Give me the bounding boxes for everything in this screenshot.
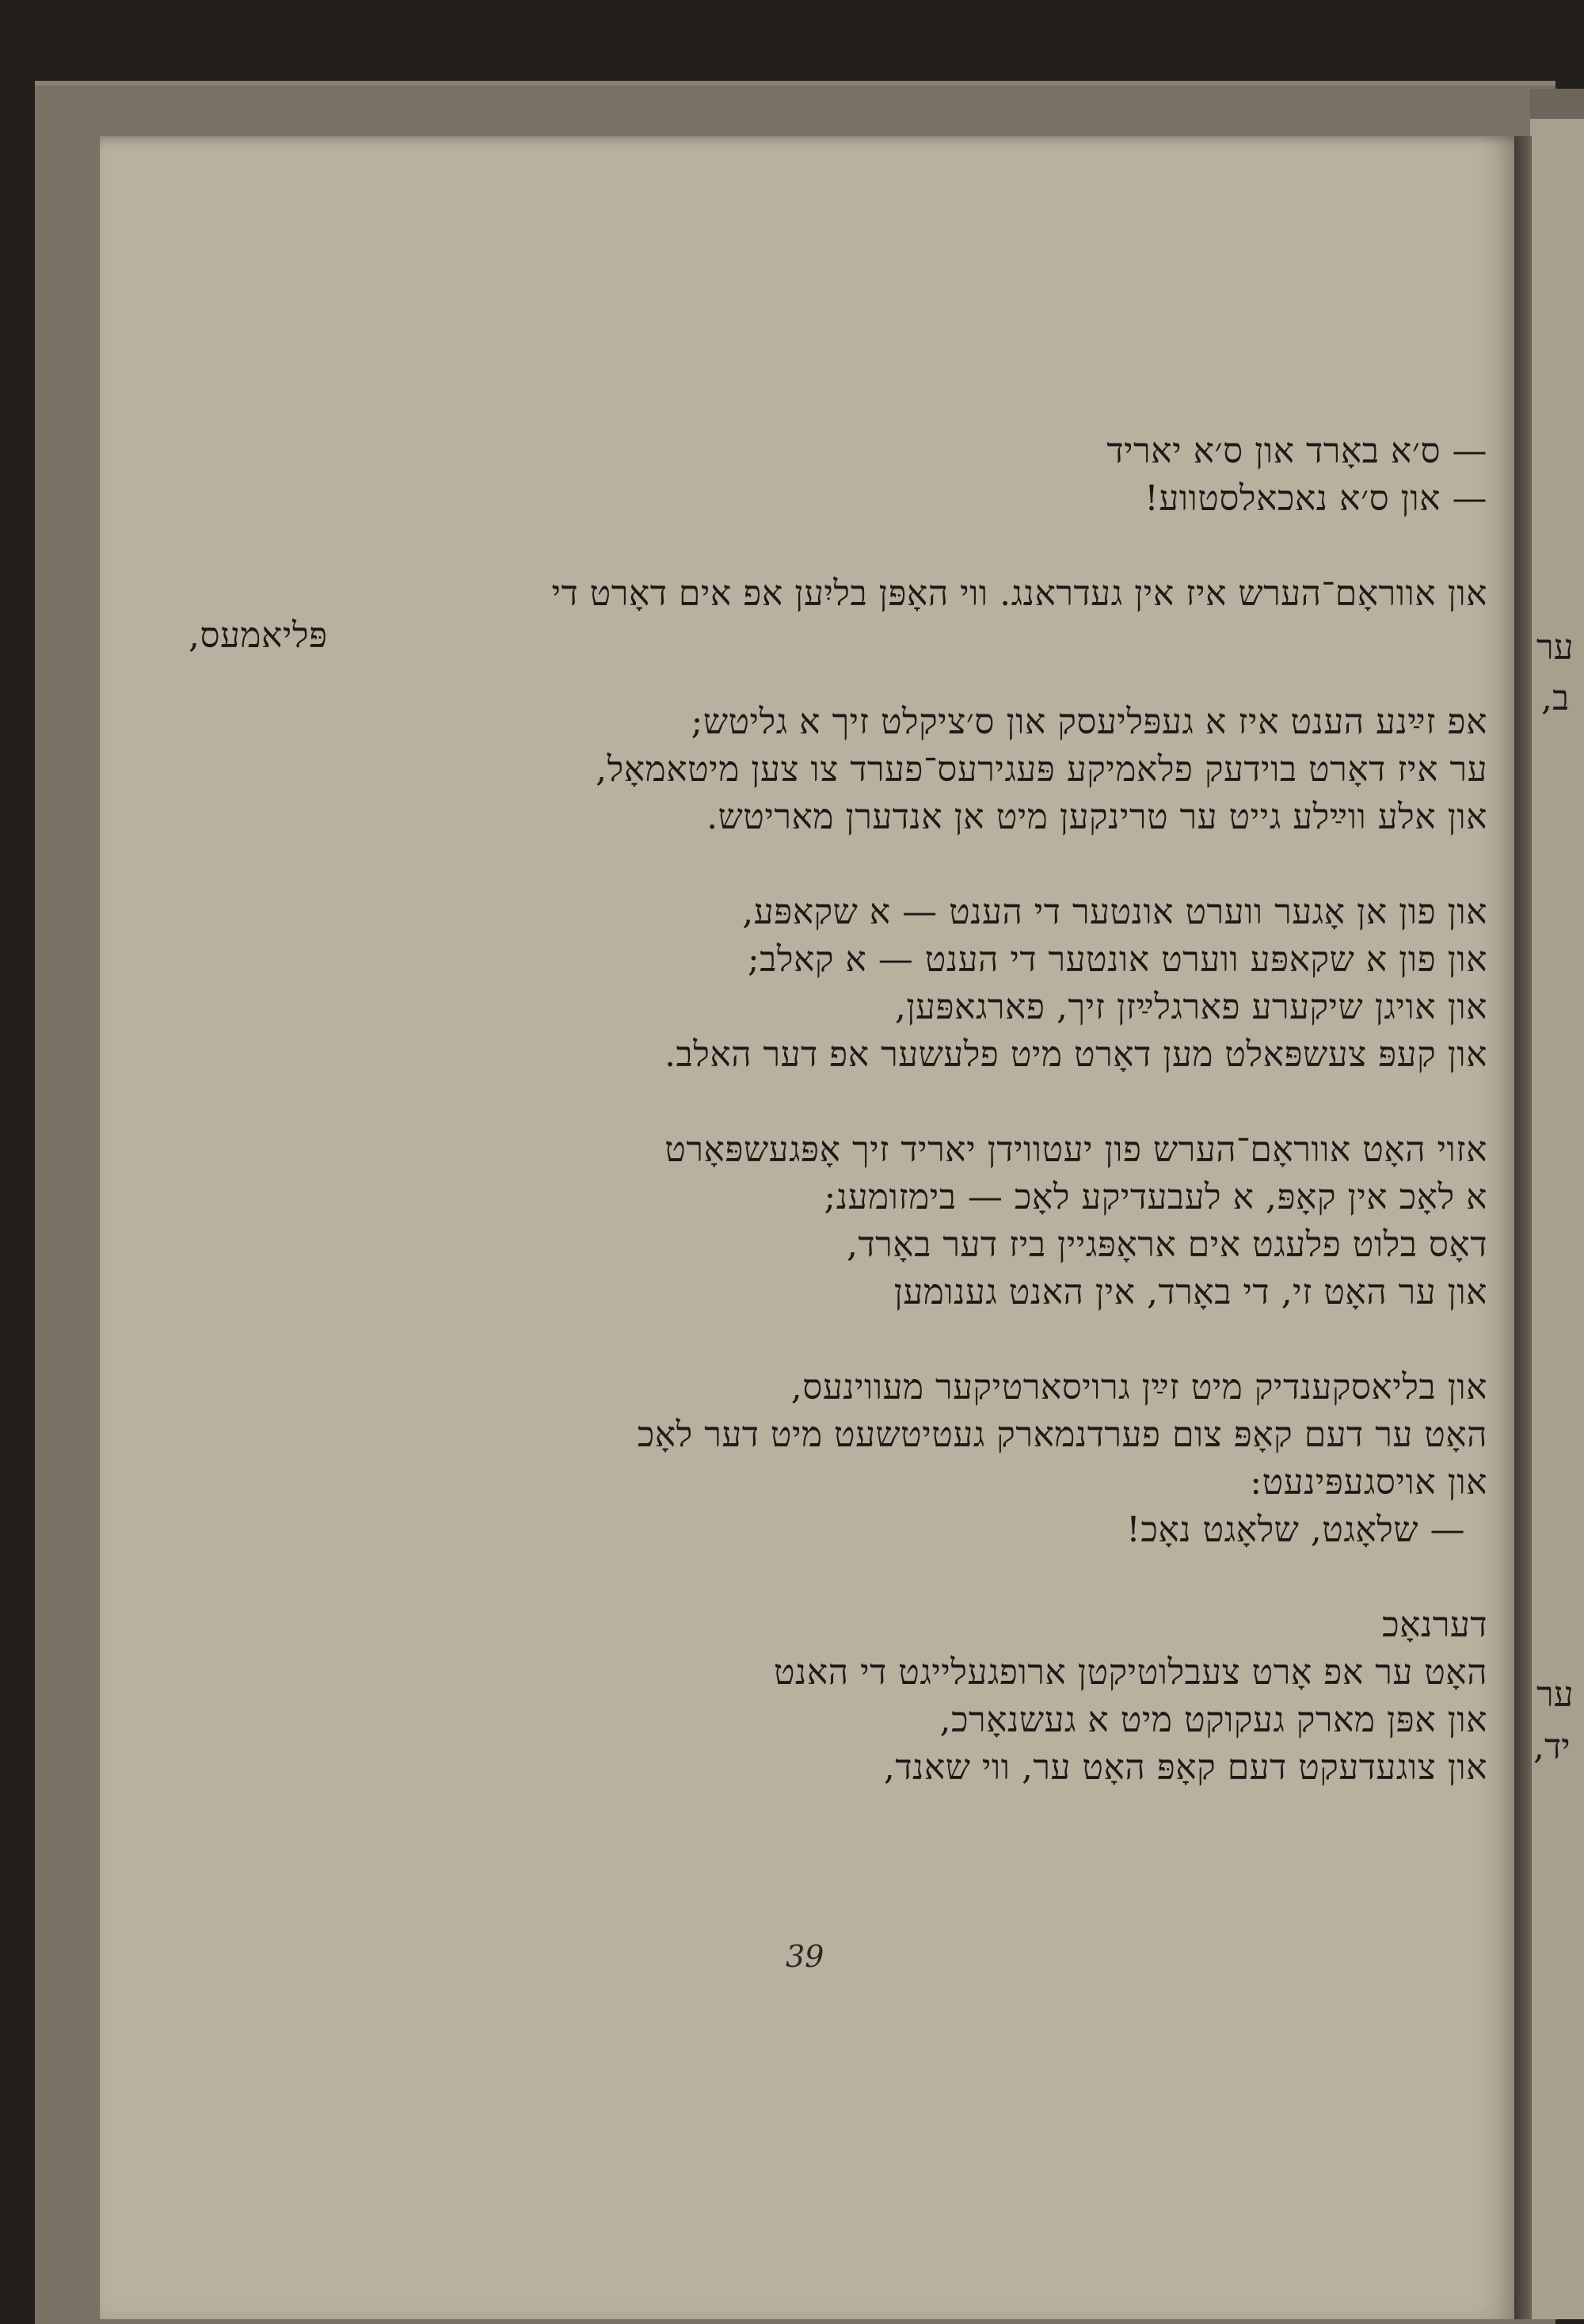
poem-line: — און ס׳א נאכאלסטווע! (1144, 478, 1487, 519)
poem-line: און צוגעדעקט דעם קאָפּ האָט ער, ווי שאנד, (883, 1747, 1487, 1788)
stanza-3 (188, 699, 1487, 841)
poem-line: — שלאָגט, שלאָגט נאָכ! (1126, 1510, 1465, 1550)
poem-line: ער איז דאָרט בוידעק פלאמיקע פּעגירעס־פערד צו צען מיטאמאָל, (596, 749, 1487, 790)
stanza-4 (188, 889, 1487, 1079)
poem-line: אפ זײַנע הענט איז א געפּליעסק און ס׳ציקלט זיך א גליטש; (691, 702, 1487, 742)
poem-line: און בליאסקענדיק מיט זײַן גרויסארטיקער מעווינעס, (790, 1367, 1487, 1408)
poem-line: און אפּן מארק געקוקט מיט א געשנאָרכ, (939, 1700, 1487, 1740)
poem-line: דאָס בלוט פלעגט אים אראָפּגיין ביז דער באָרד, (847, 1225, 1487, 1265)
poem-line: און פון א שקאפּע ווערט אונטער די הענט — א קאלב; (747, 939, 1487, 980)
poem-line: און קעפּ צעשפּאלט מען דאָרט מיט פלעשער אפ דער האלב. (664, 1034, 1487, 1075)
adjacent-page-fragment: ער (1536, 627, 1574, 668)
poem-line: אזוי האָט אווראָם־הערש פון יעטווידן יאריד זיך אָפּגעשפּאָרט (664, 1130, 1487, 1170)
book-gutter (1514, 136, 1532, 2319)
stanza-1 (188, 428, 1487, 523)
poem-line: און אלע ווײַלע גייט ער טרינקען מיט אן אנדערן מאריטש. (706, 797, 1487, 837)
poem-line: האָט ער דעם קאָפּ צום פערדנמארק געטיטשעט מיט דער לאָכ (637, 1415, 1487, 1455)
poem-line: און אווראָם־הערש איז אין געדראנג. ווי האָפּן בליִען אפ אים דאָרט די (551, 573, 1487, 614)
stanza-7 (188, 1602, 1487, 1792)
stanza-5 (188, 1126, 1487, 1316)
poem-line: א לאָכ אין קאָפּ, א לעבעדיקע לאָכ — בימזומענ; (824, 1177, 1487, 1217)
poem-line: און אויסגעפּינעט: (1250, 1462, 1487, 1503)
poem-line: און אויגן שיקערע פארגלײַזן זיך, פארגאפּען, (894, 987, 1487, 1027)
poem-line: האָט ער אפ אָרט צעבלוטיקטן ארופגעלייגט די האנט (773, 1652, 1487, 1693)
page-number: 39 (786, 1939, 824, 1974)
poem-line: און פון אן אָגער ווערט אונטער די הענט — א שקאפּע, (742, 892, 1487, 932)
right-cover-edge (1530, 89, 1584, 120)
adjacent-page-fragment: ער (1536, 1674, 1574, 1715)
poem-text (188, 428, 1487, 1792)
poem-line: און ער האָט זי, די באָרד, אין האנט גענומען (893, 1272, 1487, 1312)
adjacent-page-fragment: ב, (1541, 678, 1570, 718)
adjacent-page-edge (1530, 119, 1584, 2319)
adjacent-page-fragment: יד, (1533, 1727, 1571, 1767)
stanza-6 (188, 1364, 1487, 1554)
stanza-2 (188, 570, 1487, 654)
poem-line: פּליאמעס, (188, 615, 328, 656)
poem-line: דערנאָכ (1382, 1605, 1487, 1645)
poem-line: — ס׳א באָרד און ס׳א יאריד (1106, 431, 1487, 471)
